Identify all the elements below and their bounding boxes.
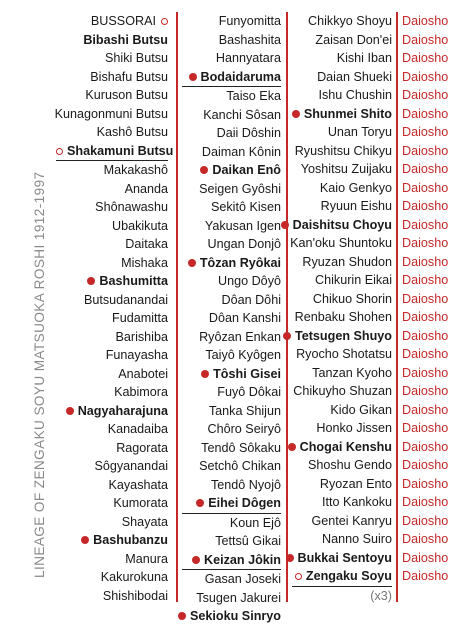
ancestor-name: Honko Jissen [316,421,392,435]
ancestor-name: Tanzan Kyoho [312,365,392,380]
ancestor-name: Tanka Shijun [208,403,281,418]
ancestor-entry [0,31,392,50]
honorific-title: Daiosho [402,143,449,158]
ancestor-name: Kishi Iban [336,51,392,65]
ancestor-name: Mishaka [121,255,168,270]
honorific-title: Daiosho [402,458,449,472]
ancestor-name: Sôgyanandai [94,459,168,473]
ancestor-name: Ananda [124,181,168,196]
ancestor-entry [292,567,392,587]
ancestor-name: Shunmei Shito [303,106,392,121]
ancestor-name: Kido Gikan [330,402,392,417]
ancestor-name: Anabotei [118,366,168,381]
ancestor-name: Chôro Seiryô [207,422,281,436]
ancestor-entry [0,234,392,253]
ancestor-name: Yoshitsu Zuijaku [300,162,392,176]
honorific-title: Daiosho [402,347,449,361]
ancestor-entry [0,142,392,161]
ancestor-entry [0,493,392,512]
ancestor-name: Tetsugen Shuyo [294,328,392,343]
ancestor-name: Kunagonmuni Butsu [54,106,168,121]
ancestor-entry [0,587,392,606]
ancestor-name: Bashashita [218,32,281,47]
ancestor-name: Fuyô Dôkai [217,385,281,399]
ancestor-name: Chikurin Eikai [315,273,392,287]
honorific-title: Daiosho [402,254,449,269]
ancestor-name: Tettsû Gikai [215,534,281,548]
ancestor-name: Ryushitsu Chikyu [294,143,392,158]
ancestor-name: Tendô Sôkaku [201,440,281,455]
ancestor-name: Kabimora [114,385,168,399]
ancestor-name: Eihei Dôgen [208,496,281,510]
ancestor-name: Chogai Kenshu [299,439,392,454]
ancestor-name: Kashô Butsu [96,125,168,139]
bullet-dot-icon [292,110,300,118]
ancestor-name: Bodaidaruma [200,69,281,84]
ancestor-entry [0,179,392,198]
ancestor-entry [0,419,392,438]
ancestor-name: Kuruson Butsu [85,88,168,102]
lineage-column-3 [0,12,392,605]
ancestor-name: Itto Kankoku [321,495,392,509]
ancestor-entry [0,382,392,401]
ancestor-name: Ishu Chushin [318,88,392,102]
ancestor-entry [0,216,392,235]
ancestor-name: Bishafu Butsu [90,69,168,84]
honorific-title: Daiosho [402,365,449,380]
ancestor-entry [0,549,392,568]
honorific-title: Daiosho [402,199,449,213]
ancestor-entry [0,253,392,272]
honorific-title: Daiosho [402,291,449,306]
ancestor-name: Renbaku Shohen [294,310,392,324]
honorific-title: Daiosho [402,106,449,121]
ancestor-name: Chikkyo Shoyu [308,14,392,28]
ancestor-name: Chikuo Shorin [312,291,392,306]
honorific-title: Daiosho [402,180,449,195]
honorific-title: Daiosho [402,384,449,398]
title-column [402,12,474,586]
honorific-title: Daiosho [402,550,449,565]
bullet-dot-icon [288,443,296,451]
ancestor-name: Tendô Nyojô [210,477,281,492]
ancestor-name: Bashubanzu [93,533,168,547]
ancestor-name: Ungan Donjô [207,237,281,251]
ancestor-name: Ryuun Eishu [320,199,392,213]
ancestor-name: Shônawashu [95,200,168,214]
ancestor-name: Bukkai Sentoyu [297,550,392,565]
ancestor-name: Zengaku Soyu [305,569,392,583]
ancestor-name: Sekitô Kisen [210,200,281,214]
ancestor-name: Nagyaharajuna [77,403,168,418]
ancestor-entry [0,345,392,364]
ancestor-name: BUSSORAI [90,14,156,28]
ancestor-name: Ryocho Shotatsu [296,347,392,361]
honorific-title: Daiosho [402,402,449,417]
ancestor-name: Gasan Joseki [204,572,281,586]
ancestor-name: Barishiba [115,329,168,344]
bullet-dot-icon [178,612,186,620]
ancestor-entry [0,401,392,420]
honorific-title: Daiosho [402,217,449,232]
honorific-title: Daiosho [402,495,449,509]
honorific-title: Daiosho [402,513,449,528]
ancestor-entry [0,327,392,346]
ancestor-entry [0,12,392,31]
honorific-title: Daiosho [402,569,449,583]
ancestor-entry [0,438,392,457]
ancestor-name: Daiman Kônin [201,144,281,159]
ancestor-name: Shiki Butsu [105,51,168,65]
bullet-dot-icon [281,221,289,229]
ancestor-name: Shakamuni Butsu [67,143,174,158]
ancestor-entry [0,271,392,290]
ancestor-entry [0,475,392,494]
ancestor-entry [0,512,392,531]
ancestor-entry [0,160,392,179]
honorific-title: Daiosho [402,162,449,176]
honorific-title: Daiosho [402,532,449,546]
honorific-title: Daiosho [402,273,449,287]
ancestor-entry [0,123,392,142]
circle-ring-icon [295,573,302,580]
ancestor-entry [0,197,392,216]
lineage-title: LINEAGE OF ZENGAKU SOYU MATSUOKA ROSHI 1912-1997 [32,171,47,578]
ancestor-name: Yakusan Igen [204,218,281,233]
ancestor-name: Butsudanandai [83,292,168,307]
bullet-dot-icon [286,554,294,562]
ancestor-name: Shishibodai [102,588,168,603]
ancestor-entry [0,49,392,68]
ancestor-name: Nanno Suiro [321,532,392,546]
ancestor-name: (x3) [370,588,392,603]
ancestor-name: Chikuyho Shuzan [293,384,392,398]
ancestor-name: Seigen Gyôshi [199,181,281,196]
honorific-title: Daiosho [402,421,449,435]
ancestor-name: Daikan Enô [212,163,281,177]
ancestor-name: Setchô Chikan [199,459,281,473]
ancestor-name: Funyomitta [218,14,281,28]
honorific-title: Daiosho [402,236,449,250]
ancestor-entry [0,68,392,87]
ancestor-name: Unan Toryu [327,125,392,139]
ancestor-name: Kanadaiba [107,422,168,436]
ancestor-name: Bibashi Butsu [83,32,168,47]
ancestor-entry [0,290,392,309]
honorific-title: Daiosho [402,310,449,324]
ancestor-name: Daishitsu Choyu [292,217,392,232]
ancestor-name: Hannyatara [215,51,281,65]
ancestor-name: Dôan Dôhi [221,292,281,307]
ancestor-name: Ryôzan Enkan [199,329,281,344]
ancestor-entry [0,105,392,124]
ancestor-name: Gentei Kanryu [311,513,392,528]
ancestor-name: Funayasha [105,348,168,362]
ancestor-name: Kaio Genkyo [319,180,392,195]
honorific-title: Daiosho [402,476,449,491]
honorific-title: Daiosho [402,14,449,28]
ancestor-name: Taiso Eka [226,89,281,103]
column-divider-3 [396,12,398,602]
honorific-title: Daiosho [402,51,449,65]
ancestor-name: Sekioku Sinryo [190,609,281,623]
ancestor-entry [0,364,392,383]
ancestor-name: Ryozan Ento [319,476,392,491]
ancestor-name: Ubakikuta [111,218,168,233]
ancestor-name: Bashumitta [99,274,168,288]
honorific-title: Daiosho [402,88,449,102]
ancestor-name: Makakashô [103,163,168,177]
ancestor-name: Kanchi Sôsan [203,107,281,122]
ancestor-name: Ryuzan Shudon [302,254,392,269]
ancestor-name: Daitaka [125,237,168,251]
ancestor-name: Taiyô Kyôgen [205,348,281,362]
ancestor-name: Koun Ejô [229,515,281,530]
ancestor-name: Daii Dôshin [216,126,281,140]
ancestor-entry [0,607,281,626]
ancestor-name: Daian Shueki [317,69,392,84]
ancestor-name: Ungo Dôyô [217,274,281,288]
ancestor-name: Tôzan Ryôkai [199,255,281,270]
ancestor-name: Zaisan Don'ei [315,32,392,47]
bullet-dot-icon [283,332,291,340]
honorific-title: Daiosho [402,125,449,139]
ancestor-name: Tôshi Gisei [213,366,281,381]
ancestor-name: Kumorata [113,496,168,510]
ancestor-entry [0,308,392,327]
ancestor-name: Kakurokuna [100,570,168,584]
honorific-title: Daiosho [402,328,449,343]
ancestor-name: Kayashata [108,477,168,492]
ancestor-entry [0,86,392,105]
ancestor-name: Shoshu Gendo [307,458,392,472]
ancestor-name: Kan'oku Shuntoku [290,236,392,250]
ancestor-name: Manura [125,551,168,566]
ancestor-entry [0,456,392,475]
honorific-title: Daiosho [402,439,449,454]
ancestor-name: Ragorata [116,440,168,455]
ancestor-name: Shayata [121,514,168,529]
ancestor-name: Fudamitta [112,311,168,325]
ancestor-name: Keizan Jôkin [204,552,281,567]
honorific-title: Daiosho [402,32,449,47]
ancestor-name: Dôan Kanshi [208,311,281,325]
ancestor-entry [0,530,392,549]
ancestor-name: Tsugen Jakurei [196,590,281,605]
honorific-title: Daiosho [402,69,449,84]
